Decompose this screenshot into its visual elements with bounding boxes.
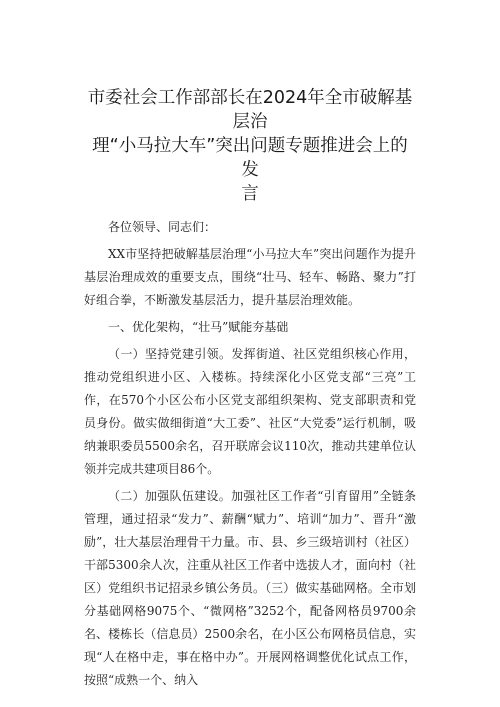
section-heading: 一、优化架构，“壮马”赋能夯基础: [108, 320, 289, 334]
body-paragraph: （一）坚持党建引领。发挥街道、社区党组织核心作用，推动党组织进小区、入楼栋。持续深化小区党支部“三亮”工作，在570个小区公布小区党支部组织架构、党支部职责和党员身份。做实做细街道“大工委”、社区“大党委”运行机制，吸纳兼职委员5500余名，召开联席会议110次，推动共建单位认领并完成共建项目86个。: [84, 347, 416, 476]
title-line-3: 言: [241, 184, 259, 204]
body-paragraph: （二）加强队伍建设。加强社区工作者“引育留用”全链条管理，通过招录“发力”、薪酬“赋力”、培训“加力”、晋升“激励”，壮大基层治理骨干力量。市、县、乡三级培训村（社区）干部5300余人次，注重从社区工作者中选拔人才，面向村（社区）党组织书记招录乡镇公务员。（三）做实基础网格。全市划分基础网格9075个、“微网格”3252个，配备网格员9700余名、楼栋长（信息员）2500余名，在小区公布网格员信息，实现“人在格中走，事在格中办”。开展网格调整优化试点工作，按照“成熟一个、纳入: [84, 489, 416, 687]
title-line-2: 理“小马拉大车”突出问题专题推进会上的发: [92, 136, 408, 180]
document-title: [84, 86, 416, 206]
salutation: 各位领导、同志们：: [108, 220, 217, 234]
intro-paragraph: XX市坚持把破解基层治理“小马拉大车”突出问题作为提升基层治理成效的重要支点，围绕“壮马、轻车、畅路、聚力”打好组合拳，不断激发基层活力，提升基层治理效能。: [84, 247, 416, 307]
title-line-1: 市委社会工作部部长在2024年全市破解基层治: [87, 88, 413, 132]
